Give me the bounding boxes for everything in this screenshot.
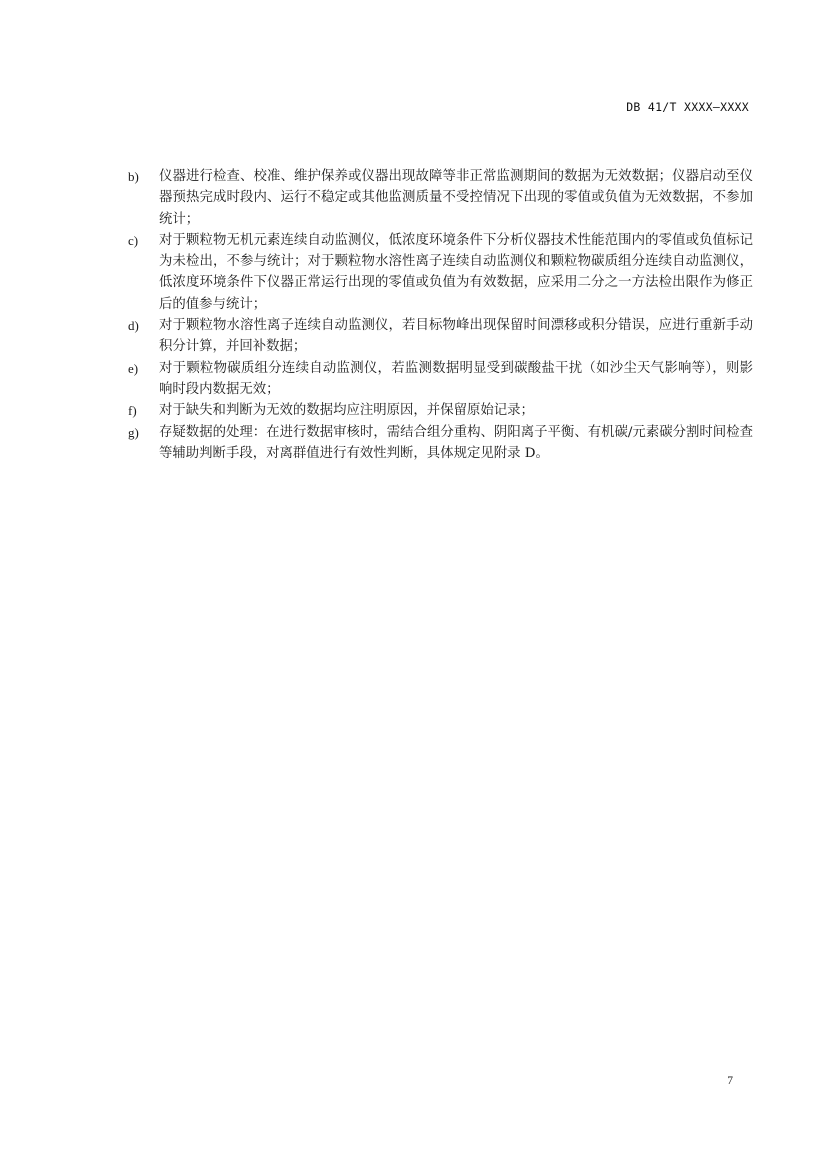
list-marker: f) <box>128 403 137 419</box>
list-item-d <box>128 315 753 358</box>
list-item-text: 对于颗粒物无机元素连续自动监测仪，低浓度环境条件下分析仪器技术性能范围内的零值或负值标记为未检出，不参与统计；对于颗粒物水溶性离子连续自动监测仪和颗粒物碳质组分连续自动监测仪，低浓度环境条件下仪器正常运行出现的零值或负值为有效数据，应采用二分之一方法检出限作为修正后的值参与统计； <box>159 232 753 312</box>
list-item-b <box>128 166 753 230</box>
list-item-text: 存疑数据的处理：在进行数据审核时，需结合组分重构、阴阳离子平衡、有机碳/元素碳分割时间检查等辅助判断手段，对离群值进行有效性判断，具体规定见附录 D。 <box>159 424 753 461</box>
list-marker: d) <box>128 318 139 334</box>
list-item-g <box>128 422 753 465</box>
clause-list <box>128 166 753 464</box>
list-item-text: 仪器进行检查、校准、维护保养或仪器出现故障等非正常监测期间的数据为无效数据；仪器启动至仪器预热完成时段内、运行不稳定或其他监测质量不受控情况下出现的零值或负值为无效数据，不参加统计； <box>159 169 753 227</box>
standard-code: DB 41/T XXXX—XXXX <box>626 100 749 114</box>
page-number: 7 <box>727 1075 733 1087</box>
list-item-f <box>128 400 753 421</box>
list-marker: e) <box>128 360 139 376</box>
header-divider <box>127 123 749 124</box>
list-item-text: 对于颗粒物碳质组分连续自动监测仪，若监测数据明显受到碳酸盐干扰（如沙尘天气影响等），则影响时段内数据无效； <box>159 360 753 397</box>
list-item-text: 对于缺失和判断为无效的数据均应注明原因，并保留原始记录； <box>159 403 534 419</box>
list-item-e <box>128 358 753 401</box>
list-marker: c) <box>128 232 139 248</box>
list-marker: b) <box>128 169 139 184</box>
list-item-c <box>128 230 753 315</box>
list-marker: g) <box>128 424 139 440</box>
list-item-text: 对于颗粒物水溶性离子连续自动监测仪，若目标物峰出现保留时间漂移或积分错误，应进行重新手动积分计算，并回补数据； <box>159 318 753 355</box>
